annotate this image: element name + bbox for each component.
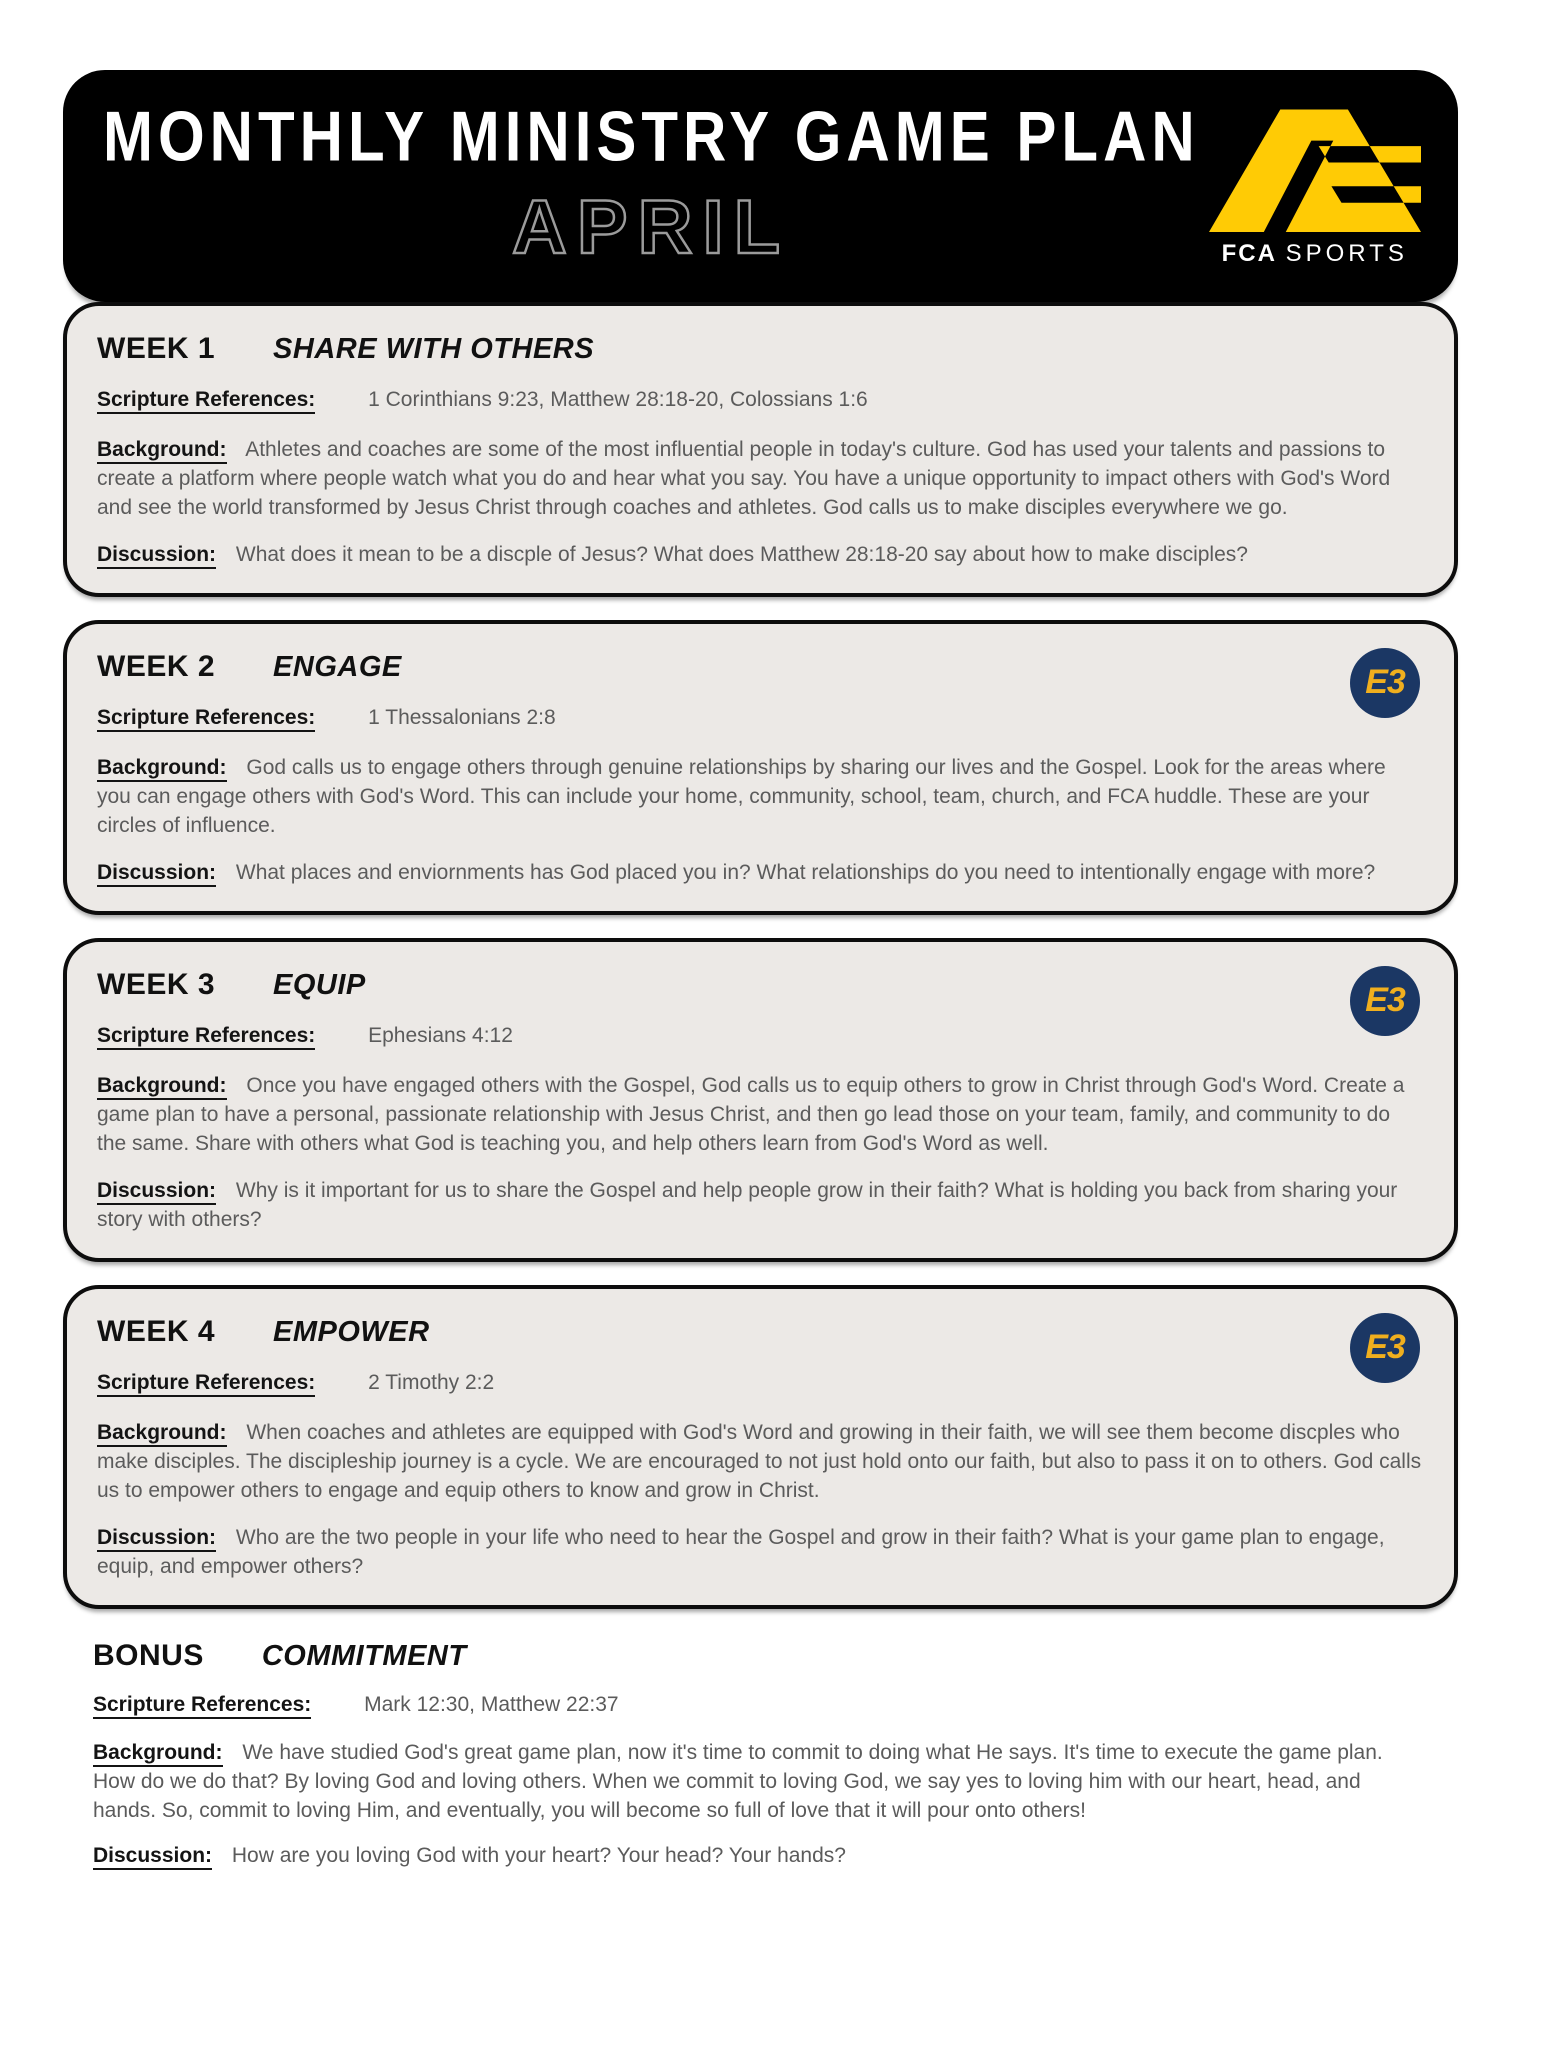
header-banner <box>63 70 1458 302</box>
background-label: Background: <box>97 438 227 464</box>
background-text: Athletes and coaches are some of the most influential people in today's culture. God has used your talents and passions to create a platform where people watch what you do and hear what you say. You have a unique opportunity to impact others with God's Word and see the world transformed by Jesus Christ through coaches and athletes. God calls us to make disciples everywhere we go. <box>97 438 1391 519</box>
month-outline-text <box>461 181 841 271</box>
discussion-text: What does it mean to be a discple of Jesus? What does Matthew 28:18-20 say about how to make disciples? <box>235 543 1248 566</box>
discussion-text: How are you loving God with your heart? Your head? Your hands? <box>231 1844 846 1867</box>
background-label: Background: <box>97 1421 227 1447</box>
discussion-label: Discussion: <box>97 1179 216 1205</box>
logo-word-sports: SPORTS <box>1285 240 1408 267</box>
fca-sports-logo <box>1200 104 1430 268</box>
week-2-card <box>63 620 1458 915</box>
scripture-row <box>97 704 1424 731</box>
e3-badge-text: E3 <box>1365 1327 1405 1366</box>
week-number: WEEK 3 <box>97 968 216 1001</box>
discussion-label: Discussion: <box>97 861 216 887</box>
scripture-references: Ephesians 4:12 <box>368 1024 513 1047</box>
scripture-references: 2 Timothy 2:2 <box>368 1371 495 1394</box>
week-theme: EQUIP <box>273 969 366 1001</box>
background-paragraph <box>93 1738 1428 1825</box>
scripture-row <box>97 386 1424 413</box>
week-1-heading <box>97 332 1424 366</box>
page-title: MONTHLY MINISTRY GAME PLAN <box>103 96 1200 176</box>
discussion-text: Who are the two people in your life who need to hear the Gospel and grow in their faith? What is your game plan to engage, equip, and empower others? <box>97 1526 1385 1578</box>
discussion-label: Discussion: <box>97 1526 216 1552</box>
scripture-references: 1 Corinthians 9:23, Matthew 28:18-20, Colossians 1:6 <box>368 388 868 411</box>
background-label: Background: <box>93 1741 223 1767</box>
week-1-card <box>63 302 1458 597</box>
e3-badge-icon <box>1350 648 1420 718</box>
background-paragraph <box>97 435 1424 522</box>
e3-badge-text: E3 <box>1365 662 1405 701</box>
discussion-label: Discussion: <box>97 543 216 569</box>
week-4-heading <box>97 1315 1424 1349</box>
week-theme: COMMITMENT <box>261 1640 467 1672</box>
discussion-paragraph <box>97 540 1424 569</box>
scripture-row <box>97 1022 1424 1049</box>
week-theme: ENGAGE <box>273 651 402 683</box>
background-text: God calls us to engage others through genuine relationships by sharing our lives and the Gospel. Look for the areas where you can engage others with God's Word. This can include your home, community, school, team, church, and FCA huddle. These are your circles of influence. <box>97 756 1386 837</box>
scripture-references: Mark 12:30, Matthew 22:37 <box>364 1693 619 1716</box>
background-paragraph <box>97 1071 1424 1158</box>
week-number: BONUS <box>93 1639 204 1672</box>
week-number: WEEK 1 <box>97 332 216 365</box>
week-2-heading <box>97 650 1424 684</box>
discussion-label: Discussion: <box>93 1844 212 1870</box>
discussion-paragraph <box>93 1841 1428 1870</box>
scripture-row <box>97 1369 1424 1396</box>
e3-badge-text: E3 <box>1365 980 1405 1019</box>
week-number: WEEK 4 <box>97 1315 216 1348</box>
fca-logo-mark-icon <box>1209 104 1421 232</box>
document-page <box>63 70 1458 1870</box>
fca-sports-wordmark <box>1222 240 1408 268</box>
discussion-paragraph <box>97 858 1424 887</box>
e3-badge-icon <box>1350 1313 1420 1383</box>
e3-badge-icon <box>1350 966 1420 1036</box>
logo-word-fca: FCA <box>1221 240 1277 267</box>
week-theme: EMPOWER <box>273 1316 430 1348</box>
scripture-references-label: Scripture References: <box>97 388 315 414</box>
background-label: Background: <box>97 756 227 782</box>
discussion-paragraph <box>97 1523 1424 1581</box>
scripture-references-label: Scripture References: <box>97 706 315 732</box>
scripture-references: 1 Thessalonians 2:8 <box>368 706 556 729</box>
scripture-references-label: Scripture References: <box>97 1371 315 1397</box>
scripture-row <box>93 1691 1428 1718</box>
discussion-text: Why is it important for us to share the Gospel and help people grow in their faith? What is holding you back from sharing your story with others? <box>97 1179 1398 1231</box>
scripture-references-label: Scripture References: <box>93 1693 311 1719</box>
header-title-block <box>103 96 1200 271</box>
week-number: WEEK 2 <box>97 650 216 683</box>
background-paragraph <box>97 753 1424 840</box>
scripture-references-label: Scripture References: <box>97 1024 315 1050</box>
discussion-text: What places and enviornments has God placed you in? What relationships do you need to intentionally engage with more? <box>235 861 1376 884</box>
week-theme: SHARE WITH OTHERS <box>273 333 595 365</box>
week-3-card <box>63 938 1458 1262</box>
week-3-heading <box>97 968 1424 1002</box>
background-text: When coaches and athletes are equipped with God's Word and growing in their faith, we will see them become discples who make disciples. The discipleship journey is a cycle. We are encouraged to not just hold onto our faith, but also to pass it on to others. God calls us to empower others to engage and equip others to know and grow in Christ. <box>97 1421 1422 1502</box>
background-paragraph <box>97 1418 1424 1505</box>
background-text: We have studied God's great game plan, now it's time to commit to doing what He says. It's time to execute the game plan. How do we do that? By loving God and loving others. When we commit to loving God, we say yes to loving him with our heart, head, and hands. So, commit to loving Him, and eventually, you will become so full of love that it will pour onto others! <box>93 1741 1383 1822</box>
background-text: Once you have engaged others with the Gospel, God calls us to equip others to grow in Christ through God's Word. Create a game plan to have a personal, passionate relationship with Jesus Christ, and then go lead those on your team, family, and community to do the same. Share with others what God is teaching you, and help others learn from God's Word as well. <box>97 1074 1405 1155</box>
bonus-heading <box>93 1639 1428 1673</box>
discussion-paragraph <box>97 1176 1424 1234</box>
bonus-section <box>63 1639 1458 1870</box>
month-text: APRIL <box>512 184 791 270</box>
background-label: Background: <box>97 1074 227 1100</box>
month-title <box>461 181 841 271</box>
week-4-card <box>63 1285 1458 1609</box>
